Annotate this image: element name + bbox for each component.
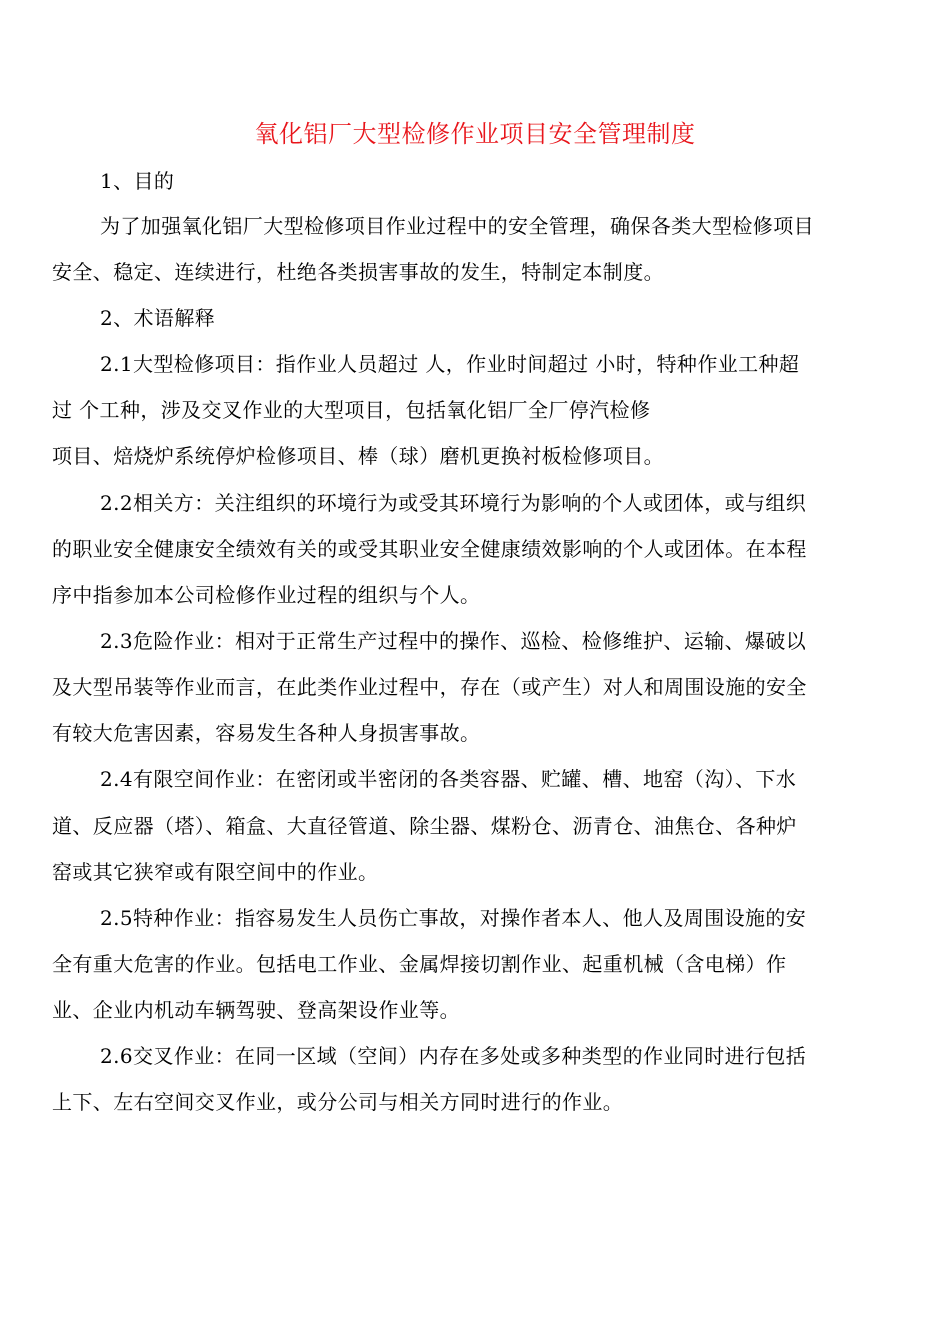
paragraph-line: 上下、左右空间交叉作业，或分公司与相关方同时进行的作业。 bbox=[52, 1090, 624, 1114]
paragraph-line: 2.4有限空间作业：在密闭或半密闭的各类容器、贮罐、槽、地窑（沟）、下水 bbox=[100, 767, 797, 791]
document-title: 氧化铝厂大型检修作业项目安全管理制度 bbox=[254, 120, 696, 148]
paragraph-line: 全有重大危害的作业。包括电工作业、金属焊接切割作业、起重机械（含电梯）作 bbox=[52, 952, 787, 976]
paragraph-line: 2.5特种作业：指容易发生人员伤亡事故，对操作者本人、他人及周围设施的安 bbox=[100, 906, 807, 930]
paragraph-line: 为了加强氧化铝厂大型检修项目作业过程中的安全管理，确保各类大型检修项目 bbox=[100, 214, 814, 238]
paragraph-line: 2.1大型检修项目：指作业人员超过 人，作业时间超过 小时，特种作业工种超 bbox=[100, 352, 800, 376]
paragraph-line: 序中指参加本公司检修作业过程的组织与个人。 bbox=[52, 583, 481, 607]
section-heading-purpose: 1、目的 bbox=[100, 169, 175, 193]
paragraph-line: 安全、稳定、连续进行，杜绝各类损害事故的发生，特制定本制度。 bbox=[52, 260, 664, 284]
paragraph-line: 2.3危险作业：相对于正常生产过程中的操作、巡检、检修维护、运输、爆破以 bbox=[100, 629, 807, 653]
paragraph-line: 有较大危害因素，容易发生各种人身损害事故。 bbox=[52, 721, 481, 745]
paragraph-line: 业、企业内机动车辆驾驶、登高架设作业等。 bbox=[52, 998, 460, 1022]
paragraph-line: 项目、焙烧炉系统停炉检修项目、棒（球）磨机更换衬板检修项目。 bbox=[52, 444, 664, 468]
paragraph-line: 的职业安全健康安全绩效有关的或受其职业安全健康绩效影响的个人或团体。在本程 bbox=[52, 537, 807, 561]
paragraph-line: 2.2相关方：关注组织的环境行为或受其环境行为影响的个人或团体，或与组织 bbox=[100, 491, 807, 515]
paragraph-line: 及大型吊装等作业而言，在此类作业过程中，存在（或产生）对人和周围设施的安全 bbox=[52, 675, 807, 699]
paragraph-line: 道、反应器（塔）、箱盒、大直径管道、除尘器、煤粉仓、沥青仓、油焦仓、各种炉 bbox=[52, 814, 797, 838]
paragraph-line: 窑或其它狭窄或有限空间中的作业。 bbox=[52, 860, 379, 884]
paragraph-line: 过 个工种，涉及交叉作业的大型项目，包括氧化铝厂全厂停汽检修 bbox=[52, 398, 651, 422]
paragraph-line: 2.6交叉作业：在同一区域（空间）内存在多处或多种类型的作业同时进行包括 bbox=[100, 1044, 807, 1068]
section-heading-terms: 2、术语解释 bbox=[100, 306, 216, 330]
